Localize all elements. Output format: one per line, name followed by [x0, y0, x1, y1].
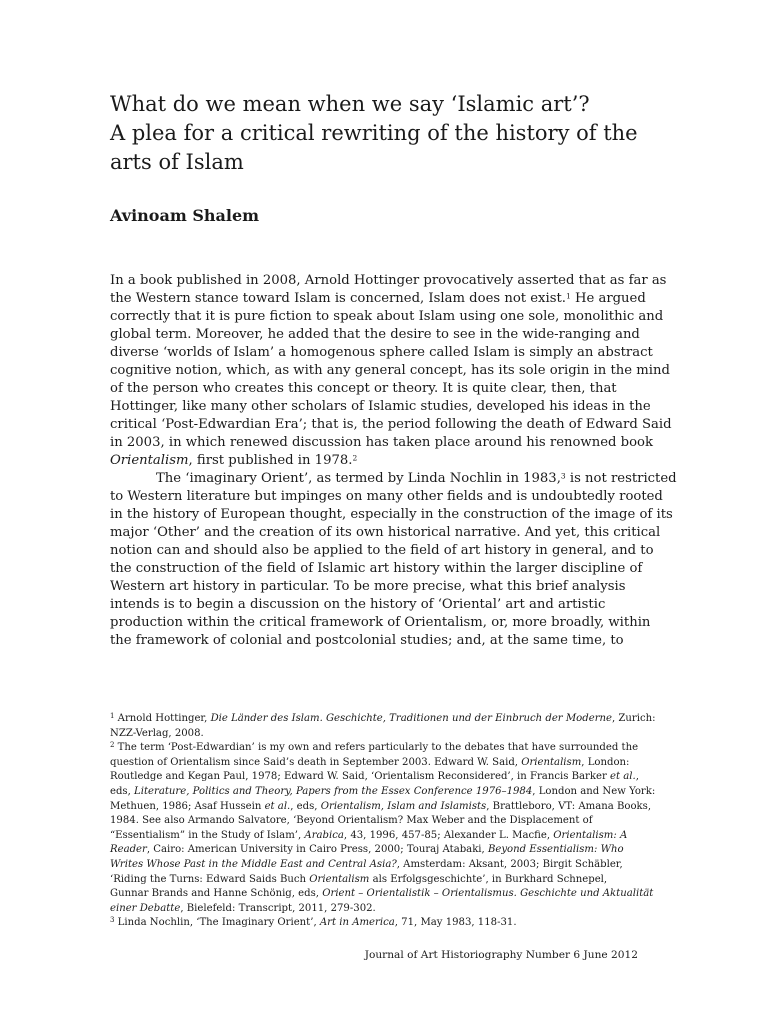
body-line: global term. Moreover, he added that the desire to see in the wide-ranging and: [110, 327, 640, 342]
body-line: production within the critical framework of Orientalism, or, more broadly, within: [110, 615, 651, 630]
footnote-line: question of Orientalism since Said’s death in September 2003. Edward W. Said, Orientalism, London:: [110, 756, 630, 768]
footnote-line: 1984. See also Armando Salvatore, ‘Beyond Orientalism? Max Weber and the Displacement of: [110, 815, 593, 827]
body-line: to Western literature but impinges on many other fields and is undoubtedly rooted: [110, 489, 663, 504]
footnote-line: Routledge and Kegan Paul, 1978; Edward W. Said, ‘Orientalism Reconsidered’, in Francis Barker et al.,: [110, 771, 639, 783]
footnote-line: Gunnar Brands and Hanne Schönig, eds, Orient – Orientalistik – Orientalismus. Geschichte und Aktualität: [110, 888, 654, 900]
body-line: Orientalism, first published in 1978.$^2$: [110, 453, 358, 468]
title-line: A plea for a critical rewriting of the history of the: [110, 121, 638, 145]
author-name: Avinoam Shalem: [110, 206, 260, 225]
footnote-number: 3: [110, 916, 115, 925]
body-line: major ‘Other’ and the creation of its own historical narrative. And yet, this critical: [110, 525, 661, 540]
footnote-line: $^2$ The term ‘Post-Edwardian’ is my own and refers particularly to the debates that have surrounded the: [110, 741, 639, 754]
body-line: cognitive notion, which, as with any general concept, has its sole origin in the mind: [110, 363, 670, 378]
footnote-ref[interactable]: 3: [560, 471, 566, 481]
body-line: The ‘imaginary Orient’, as termed by Linda Nochlin in 1983,$^3$ is not restricted: [156, 471, 677, 486]
footnote-line: $^1$ Arnold Hottinger, Die Länder des Islam. Geschichte, Traditionen und der Einbruch der Moderne, Zurich:: [110, 711, 656, 724]
body-line: intends is to begin a discussion on the history of ‘Oriental’ art and artistic: [110, 597, 606, 612]
title-line: arts of Islam: [110, 150, 244, 174]
footnotes: [110, 711, 656, 931]
body-line: the framework of colonial and postcolonial studies; and, at the same time, to: [110, 633, 624, 648]
body-line: correctly that it is pure fiction to speak about Islam using one sole, monolithic and: [110, 309, 664, 324]
footnote-line: “Essentialism” in the Study of Islam’, Arabica, 43, 1996, 457-85; Alexander L. Macfie, Orientalism: A: [110, 829, 628, 841]
footnote-number: 2: [110, 741, 115, 750]
footnote-line: Writes Whose Past in the Middle East and Central Asia?, Amsterdam: Aksant, 2003; Birgit Schäbler,: [110, 858, 623, 870]
footnote-number: 1: [110, 711, 115, 720]
body-line: In a book published in 2008, Arnold Hottinger provocatively asserted that as far as: [110, 273, 667, 288]
footnote-line: Reader, Cairo: American University in Cairo Press, 2000; Touraj Atabaki, Beyond Essentialism: Who: [110, 844, 624, 856]
footnote-ref[interactable]: 1: [565, 291, 571, 301]
body-line: Hottinger, like many other scholars of Islamic studies, developed his ideas in the: [110, 399, 651, 414]
body-line: Western art history in particular. To be more precise, what this brief analysis: [110, 579, 626, 594]
body-line: in the history of European thought, especially in the construction of the image of its: [110, 507, 673, 522]
footnote-line: eds, Literature, Politics and Theory, Papers from the Essex Conference 1976–1984, London and New York:: [110, 785, 656, 797]
body-line: of the person who creates this concept or theory. It is quite clear, then, that: [110, 381, 617, 396]
footnote-line: einer Debatte, Bielefeld: Transcript, 2011, 279-302.: [110, 902, 376, 914]
title-line: What do we mean when we say ‘Islamic art’?: [110, 92, 590, 116]
body-line: notion can and should also be applied to the field of art history in general, and to: [110, 543, 654, 558]
article-body: [110, 272, 677, 650]
body-line: in 2003, in which renewed discussion has taken place around his renowned book: [110, 435, 653, 450]
body-line: diverse ‘worlds of Islam’ a homogenous sphere called Islam is simply an abstract: [110, 345, 653, 360]
footnote-line: ‘Riding the Turns: Edward Saids Buch Orientalism als Erfolgsgeschichte’, in Burkhard Schnepel,: [110, 873, 608, 885]
journal-footer: Journal of Art Historiography Number 6 June 2012: [364, 949, 638, 961]
body-line: the Western stance toward Islam is concerned, Islam does not exist.$^1$ He argued: [110, 291, 646, 306]
footnote-ref[interactable]: 2: [352, 453, 358, 463]
footnote-line: Methuen, 1986; Asaf Hussein et al., eds, Orientalism, Islam and Islamists, Brattleboro, VT: Amana Books,: [110, 800, 652, 812]
footnote-line: $^3$ Linda Nochlin, ‘The Imaginary Orient’, Art in America, 71, May 1983, 118-31.: [110, 916, 517, 929]
body-line: critical ‘Post-Edwardian Era’; that is, the period following the death of Edward Said: [110, 417, 672, 432]
footnote-line: NZZ-Verlag, 2008.: [110, 727, 204, 739]
body-line: the construction of the field of Islamic art history within the larger discipline of: [110, 561, 643, 576]
article-title: [110, 90, 670, 177]
